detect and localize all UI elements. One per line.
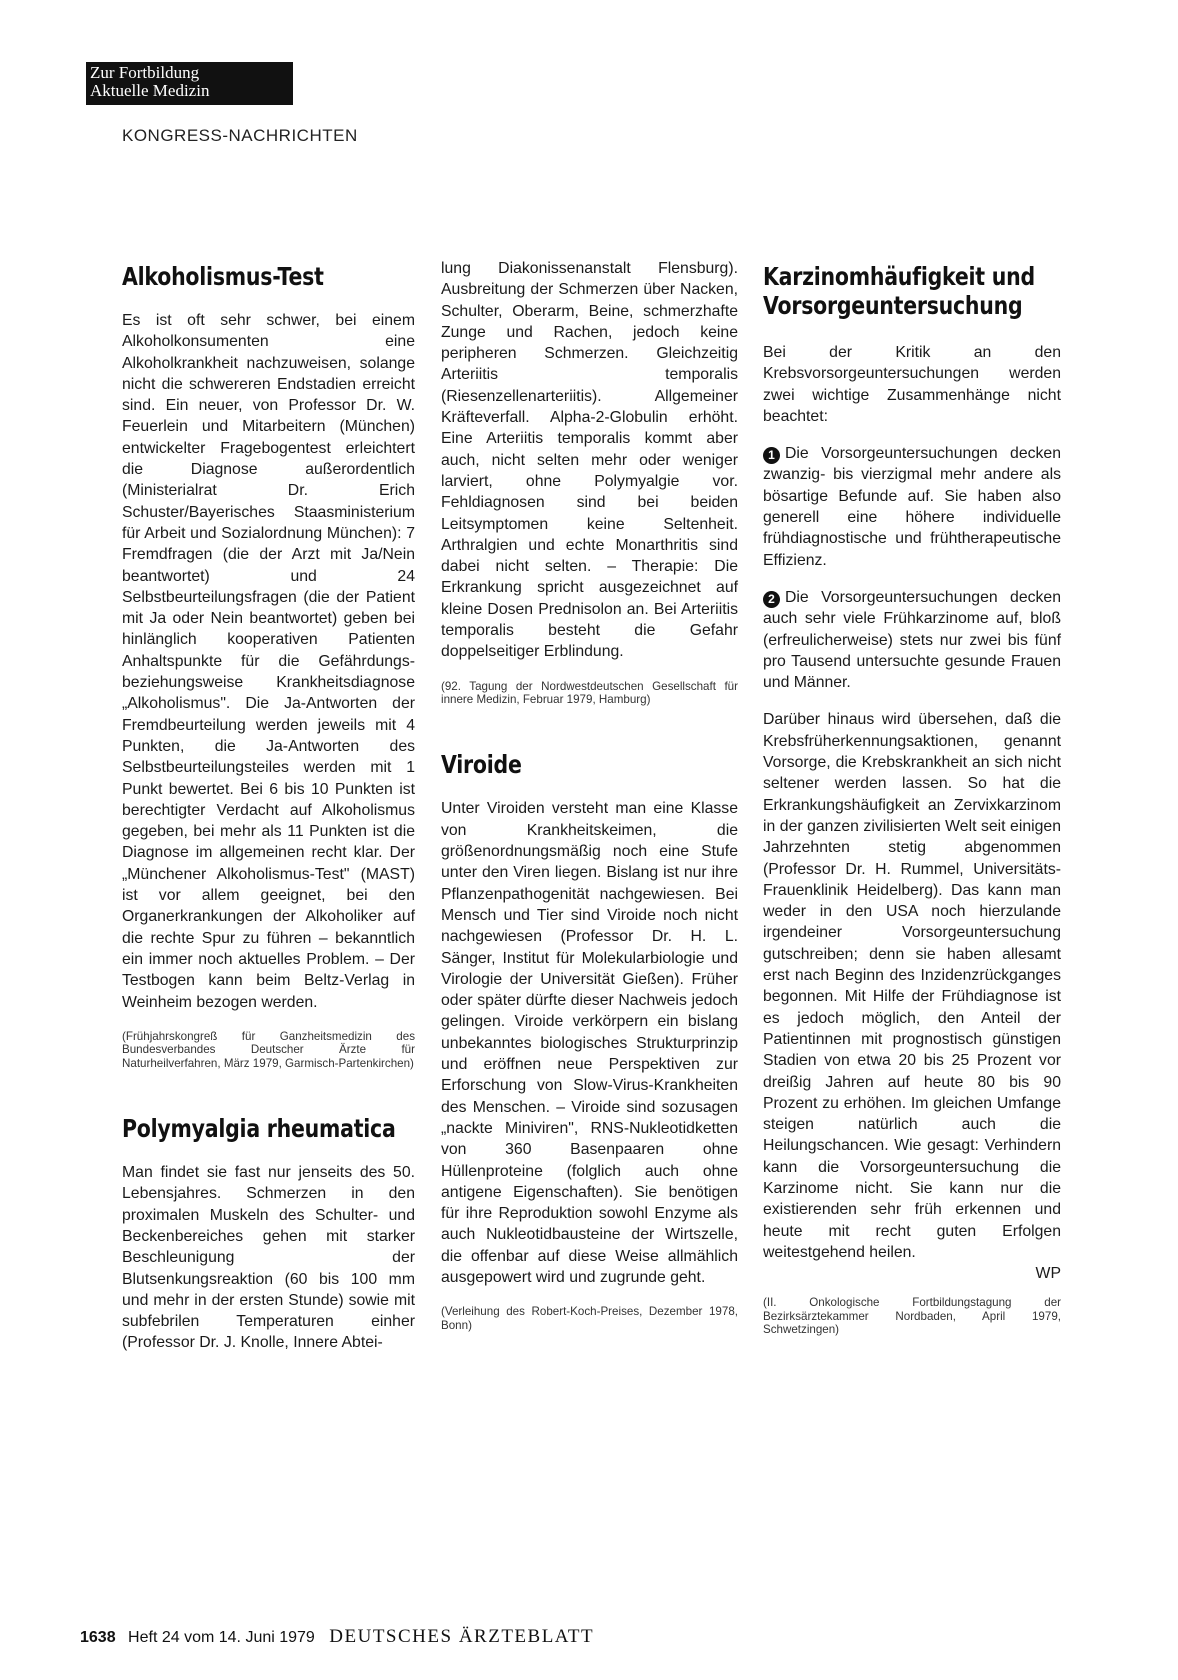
section-label-line-1: Zur Fortbildung [90,63,200,82]
article-title-alkoholismus: Alkoholismus-Test [122,262,324,291]
article-body-karzinom [763,709,1061,1284]
karzinom-point-2-text: Die Vorsorgeuntersuchungen decken auch sehr viele Frühkarzinome auf, bloß (erfreulicherweise) stets nur zwei bis fünf pro Tausend untersuchte gesunde Frauen und Männer. [763,588,1061,692]
article-title-karzinom [763,262,1035,320]
journal-name: DEUTSCHES ÄRZTEBLATT [329,1626,595,1647]
article-source-viroide: (Verleihung des Robert-Koch-Preises, Dezember 1978, Bonn) [441,1305,738,1332]
page-footer [80,1626,594,1648]
column-3 [763,262,1061,1337]
article-body-polymyalgia-part1: Man findet sie fast nur jenseits des 50. Lebensjahres. Schmerzen in den proximalen Muskeln des Schulter- und Beckenbereiches gehen mit starker Beschleunigung der Blutsenkungsreaktion (60 bis 100 mm und mehr in der ersten Stunde) sowie mit subfebrilen Temperaturen einher (Professor Dr. J. Knolle, Innere Abtei- [122,1164,415,1352]
article-signature-row [763,1263,1061,1284]
karzinom-point-1-text: Die Vorsorgeuntersuchungen decken zwanzig- bis vierzigmal mehr andere als bösartige Befunde auf. Sie haben also generell eine höhere individuelle frühdiagnostische und frühtherapeutische Effizienz. [763,445,1061,569]
numbered-bullet-icon: 1 [763,447,780,464]
article-source-alkoholismus: (Frühjahrskongreß für Ganzheitsmedizin des Bundesverbandes Deutscher Ärzte für Naturheilverfahren, März 1979, Garmisch-Partenkirchen) [122,1029,415,1070]
column-1 [122,262,415,1354]
numbered-bullet-icon: 2 [763,591,780,608]
article-body-karzinom-text: Darüber hinaus wird übersehen, daß die Krebsfrüherkennungsaktionen, genannt Vorsorge, die Krebskrankheit an sich nicht seltener werden lassen. So hat die Erkrankungshäufigkeit an Zervixkarzinom in der ganzen zivilisierten Welt seit einigen Jahrzehnten stetig abgenommen (Professor Dr. H. Rummel, Universitäts-Frauenklinik Heidelberg). Das kann man weder in den USA noch hierzulande irgendeiner Vorsorgeuntersuchung gutschreiben; denn sie haben allesamt erst nach Beginn des Inzidenzrückganges begonnen. Mit Hilfe der Frühdiagnose ist es jedoch möglich, den Anteil der Patientinnen mit prognostisch günstigen Stadien von etwa 20 bis 25 Prozent vor dreißig Jahren auf heute 80 bis 90 Prozent zu erhöhen. Im gleichen Umfange steigen natürlich auch die Heilungschancen. Wie gesagt: Verhindern kann die Vorsorgeuntersuchung die Karzinome nicht. Sie kann nur die existierenden sehr früh erkennen und heute mit recht guten Erfolgen weitestgehend heilen. [763,711,1061,1261]
article-body-alkoholismus: Es ist oft sehr schwer, bei einem Alkoholkonsumenten eine Alkoholkrankheit nachzuweisen, solange nicht die schwereren Endstadien erreicht sind. Ein neuer, von Professor Dr. W. Feuerlein und Mitarbeitern (München) entwickelter Fragebogentest erleichtert die Diagnose außerordentlich (Ministerialrat Dr. Erich Schuster/Bayerisches Staasministerium für Arbeit und Sozialordnung München): 7 Fremdfragen (die der Arzt mit Ja/Nein beantwortet) und 24 Selbstbeurteilungsfragen (die der Patient mit Ja oder Nein beantwortet) geben bei hinlänglich kooperativen Patienten Anhaltspunkte für die Gefährdungs- beziehungsweise Krankheitsdiagnose „Alkoholismus". Die Ja-Antworten der Fremdbeurteilung werden jeweils mit 4 Punkten, die Ja-Antworten des Selbstbeurteilungsteiles werden mit 1 Punkt bewertet. Bei 6 bis 10 Punkten ist berechtigter Verdacht auf Alkoholismus gegeben, bei mehr als 11 Punkten ist die Diagnose im allgemeinen recht klar. Der „Münchener Alkoholismus-Test" (MAST) ist vor allem geeignet, bei den Organerkrankungen der Alkoholiker auf die rechte Spur zu führen – bekanntlich ein immer noch aktuelles Problem. – Der Testbogen kann beim Beltz-Verlag in Weinheim bezogen werden. [122,312,415,1011]
karzinom-point-2 [763,587,1061,693]
column-2 [441,258,738,1332]
article-title-karzinom-line-1: Karzinomhäufigkeit und [763,262,1035,291]
article-source-karzinom: (II. Onkologische Fortbildungstagung der Bezirksärztekammer Nordbaden, April 1979, Schwetzingen) [763,1296,1061,1337]
article-author: WP [1035,1265,1061,1283]
article-body-polymyalgia-part2: lung Diakonissenanstalt Flensburg). Ausbreitung der Schmerzen über Nacken, Schulter, Oberarm, Beine, schmerzhafte Zunge und Rachen, jedoch keine peripheren Schmerzen. Gleichzeitig Arteriitis temporalis (Riesenzellenarteriitis). Allgemeiner Kräfteverfall. Alpha-2-Globulin erhöht. Eine Arteriitis temporalis kommt aber auch, nicht selten mehr oder weniger larviert, ohne Polymyalgie vor. Fehldiagnosen sind bei beiden Leitsymptomen keine Seltenheit. Arthralgien und echte Monarthritis sind dabei nicht selten. – Therapie: Die Erkrankung spricht ausgezeichnet auf kleine Dosen Prednisolon an. Bei Arteriitis temporalis besteht die Gefahr doppelseitiger Erblindung. [441,260,738,661]
section-label [86,62,293,105]
article-title-polymyalgia: Polymyalgia rheumatica [122,1114,396,1144]
article-intro-karzinom: Bei der Kritik an den Krebsvorsorgeuntersuchungen werden zwei wichtige Zusammenhänge nicht beachtet: [763,344,1061,425]
kicker: KONGRESS-NACHRICHTEN [122,126,358,145]
page-number: 1638 [80,1629,116,1646]
issue-info: Heft 24 vom 14. Juni 1979 [128,1629,315,1646]
section-label-line-2: Aktuelle Medizin [90,81,210,100]
article-body-viroide: Unter Viroiden versteht man eine Klasse von Krankheitskeimen, die größenordnungsmäßig noch eine Stufe unter den Viren liegen. Bislang ist nur ihre Pflanzenpathogenität nachgewiesen. Bei Mensch und Tier sind Viroide noch nicht nachgewiesen (Professor Dr. H. L. Sänger, Institut für Molekularbiologie und Virologie der Universität Gießen). Früher oder später dürfte dieser Nachweis jedoch gelingen. Viroide verkörpern ein bislang unbekanntes biologisches Strukturprinzip und eröffnen neue Perspektiven zur Erforschung von Slow-Virus-Krankheiten des Menschen. – Viroide sind sozusagen „nackte Miniviren", RNS-Nukleotidketten von 360 Basenpaaren ohne Hüllenproteine (folglich auch ohne antigene Eigenschaften). Sie benötigen für ihre Reproduktion sowohl Enzyme als auch Nukleotidbausteine der Wirtszelle, die offenbar auf diese Weise allmählich ausgepowert wird und zugrunde geht. [441,800,738,1286]
article-title-viroide: Viroide [441,750,522,780]
article-title-karzinom-line-2: Vorsorgeuntersuchung [763,291,1023,320]
article-source-polymyalgia: (92. Tagung der Nordwestdeutschen Gesellschaft für innere Medizin, Februar 1979, Hamburg) [441,679,738,707]
karzinom-point-1 [763,443,1061,571]
